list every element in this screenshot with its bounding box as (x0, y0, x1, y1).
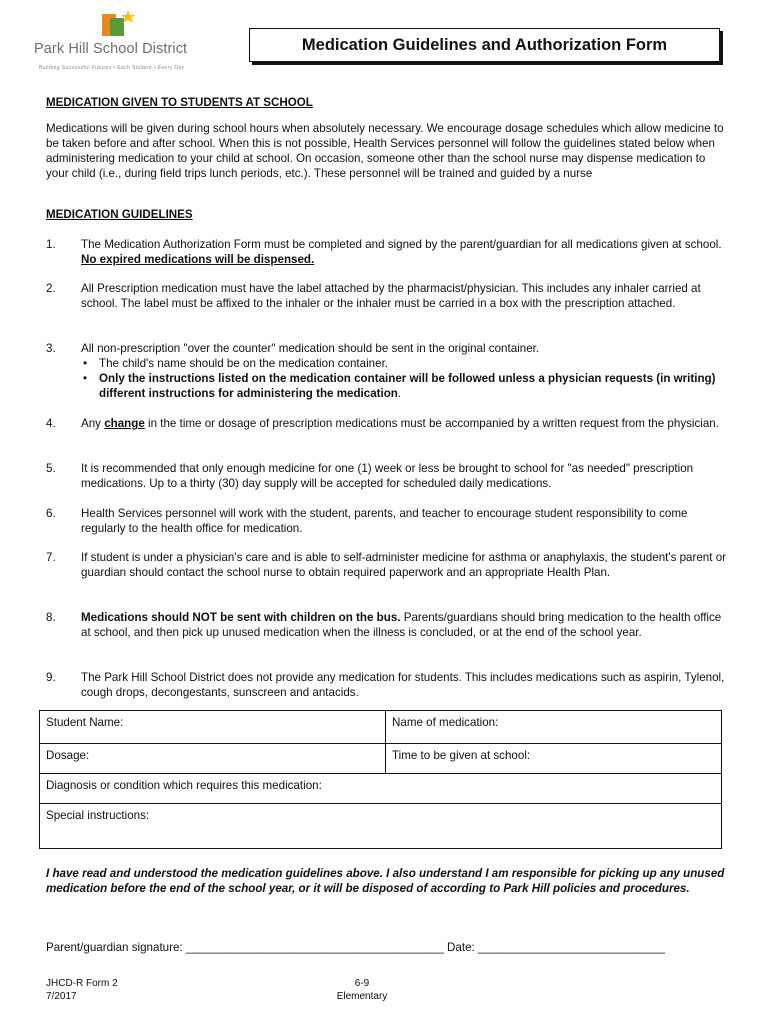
item-body: The Medication Authorization Form must be completed and signed by the parent/guardian for all medications given at school. (81, 238, 722, 251)
item-text: All Prescription medication must have the label attached by the pharmacist/physician. This includes any inhaler carried at school. The label must be affixed to the inhaler or the inhaler must be carried in a box with the prescription attached. (81, 282, 701, 310)
time-given-field[interactable]: Time to be given at school: (386, 744, 722, 774)
logo-tagline: Building Successful Futures • Each Student • Every Day (39, 65, 185, 71)
date-label: Date: (447, 941, 475, 954)
bullet-end: . (397, 387, 402, 400)
item-body: in the time or dosage of prescription medications must be accompanied by a written request from the physician. (144, 417, 719, 430)
acknowledgement-statement: I have read and understood the medication guidelines above. I also understand I am responsible for picking up any unused medication before the end of the school year, or it will be disposed of according to Park Hill policies and procedures. (46, 867, 725, 895)
item-emphasis: No expired medications will be dispensed. (81, 253, 315, 266)
student-name-field[interactable]: Student Name: (40, 711, 386, 744)
bullet-text: Only the instructions listed on the medication container will be followed unless a physician requests (in writing) different instructions for administering the medication (99, 372, 716, 400)
item-number: 4. (46, 417, 56, 430)
guidelines-heading: MEDICATION GUIDELINES (46, 208, 193, 221)
item-text: It is recommended that only enough medicine for one (1) week or less be brought to school for "as needed" prescription medications. Up to a thirty (30) day supply will be accepted for scheduled daily medications. (81, 462, 694, 490)
item-number: 1. (46, 238, 56, 251)
intro-body: Medications will be given during school hours when absolutely necessary. We encourage dosage schedules which allow medicine to be taken before and after school. When this is not possible, Health Services personnel will follow the guidelines stated below when administering medication to your child at school. On occasion, someone other than the school nurse may dispense medication to your child (i.e., during field trips lunch periods, etc.). These personnel will be trained and guided by a nurse (46, 122, 724, 180)
item-text: Health Services personnel will work with the student, parents, and teacher to encourage student responsibility to come regularly to the health office for medication. (81, 507, 688, 535)
item-text (81, 341, 731, 401)
item-body: All non-prescription "over the counter" medication should be sent in the original container. (81, 342, 540, 355)
logo-mark-icon (98, 8, 140, 40)
special-instructions-field[interactable]: Special instructions: (40, 804, 722, 849)
item-emphasis: Medications should NOT be sent with children on the bus. (81, 611, 401, 624)
item-pre: Any (81, 417, 105, 430)
item-bullets (81, 356, 731, 401)
district-logo (34, 8, 198, 70)
item-text (81, 610, 731, 640)
item-text (81, 416, 731, 431)
item-number: 5. (46, 462, 56, 475)
bullet-item (81, 371, 731, 401)
form-title-box (249, 28, 720, 62)
school-level: Elementary (336, 991, 388, 1002)
authorization-table (39, 710, 722, 849)
form-code: JHCD-R Form 2 (46, 978, 118, 989)
item-number: 6. (46, 507, 56, 520)
logo-name: Park Hill School District (34, 41, 188, 57)
item-text: If student is under a physician's care and is able to self-administer medicine for asthma or anaphylaxis, the student's parent or guardian should contact the school nurse to obtain required paperwork and an appropriate Health Plan. (81, 551, 726, 579)
intro-heading: MEDICATION GIVEN TO STUDENTS AT SCHOOL (46, 96, 313, 109)
item-number: 2. (46, 282, 56, 295)
form-title: Medication Guidelines and Authorization Form (301, 35, 668, 54)
item-text (81, 237, 731, 267)
signature-field[interactable]: ________________________________________ (185, 941, 444, 954)
footer-form-info (46, 977, 118, 1003)
item-emphasis: change (104, 417, 145, 430)
signature-line (46, 940, 665, 955)
date-field[interactable]: _____________________________ (477, 941, 665, 954)
item-body: Parents/guardians should bring medication to the health office at school, and then pick up unused medication when the illness is concluded, or at the end of the school year. (81, 611, 722, 639)
page-ref: 6-9 (354, 978, 370, 989)
item-text: The Park Hill School District does not provide any medication for students. This includes medications such as aspirin, Tylenol, cough drops, decongestants, sunscreen and antacids. (81, 671, 725, 699)
medication-name-field[interactable]: Name of medication: (386, 711, 722, 744)
item-number: 7. (46, 551, 56, 564)
item-number: 3. (46, 342, 56, 355)
diagnosis-field[interactable]: Diagnosis or condition which requires this medication: (40, 774, 722, 804)
item-number: 8. (46, 611, 56, 624)
footer-page-info (320, 977, 404, 1003)
bullet-text: The child's name should be on the medication container. (99, 357, 389, 370)
item-number: 9. (46, 671, 56, 684)
signature-label: Parent/guardian signature: (46, 941, 183, 954)
dosage-field[interactable]: Dosage: (40, 744, 386, 774)
bullet-item (81, 356, 731, 371)
form-date: 7/2017 (46, 991, 77, 1002)
